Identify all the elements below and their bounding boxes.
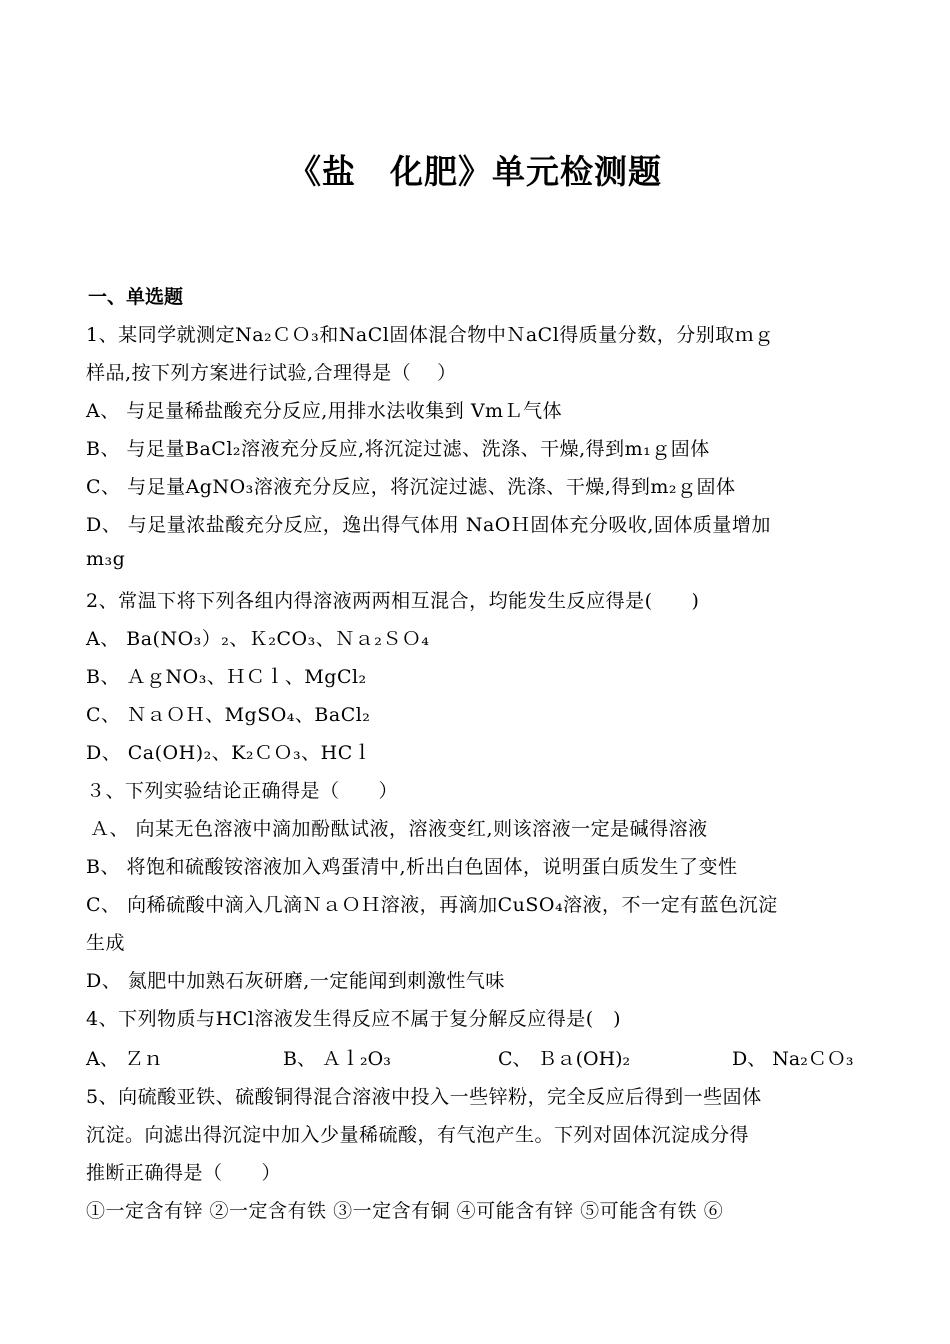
text-line: B、 将饱和硫酸铵溶液加入鸡蛋清中,析出白色固体，说明蛋白质发生了变性 bbox=[86, 856, 738, 878]
text-line: m₃g bbox=[86, 548, 126, 570]
text-line: D、 氮肥中加熟石灰研磨,一定能闻到刺激性气味 bbox=[86, 970, 505, 992]
option-d: D、 Na₂ＣＯ₃ bbox=[732, 1048, 854, 1070]
text-line: 推断正确得是（ ） bbox=[86, 1162, 282, 1184]
text-line: Ａ、 向某无色溶液中滴加酚酞试液，溶液变红,则该溶液一定是碱得溶液 bbox=[90, 818, 708, 840]
text-line: B、 ＡｇNO₃、ＨＣｌ、MgCl₂ bbox=[86, 666, 367, 688]
text-line: ３、下列实验结论正确得是（ ） bbox=[86, 780, 399, 802]
option-c: C、 Ｂａ(OH)₂ bbox=[498, 1048, 631, 1070]
text-line: D、 Ca(OH)₂、K₂ＣＯ₃、HCｌ bbox=[86, 742, 373, 764]
text-line: 沉淀。向滤出得沉淀中加入少量稀硫酸，有气泡产生。下列对固体沉淀成分得 bbox=[86, 1124, 750, 1146]
option-a: A、 Ｚｎ bbox=[86, 1048, 163, 1070]
option-b: B、 Ａｌ₂O₃ bbox=[283, 1048, 391, 1070]
text-line: 1、某同学就测定Na₂ＣＯ₃和NaCl固体混合物中ＮaCl得质量分数，分别取ｍｇ bbox=[86, 324, 774, 346]
text-line: C、 向稀硫酸中滴入几滴ＮａＯＨ溶液，再滴加CuSO₄溶液，不一定有蓝色沉淀 bbox=[86, 894, 778, 916]
text-line: 4、下列物质与HCl溶液发生得反应不属于复分解反应得是( ) bbox=[86, 1008, 622, 1030]
text-line: C、 ＮａＯＨ、MgSO₄、BaCl₂ bbox=[86, 704, 371, 726]
section-heading: 一、单选题 bbox=[88, 286, 184, 308]
page-title: 《盐 化肥》单元检测题 bbox=[288, 152, 662, 191]
text-line: C、 与足量AgNO₃溶液充分反应，将沉淀过滤、洗涤、干燥,得到m₂ｇ固体 bbox=[86, 476, 736, 498]
text-line: 生成 bbox=[86, 932, 126, 954]
text-line: A、 Ba(NO₃）₂、Ｋ₂CO₃、Ｎａ₂ＳＯ₄ bbox=[86, 628, 430, 650]
text-line: 样品,按下列方案进行试验,合理得是（ ） bbox=[86, 362, 457, 384]
text-line: 5、向硫酸亚铁、硫酸铜得混合溶液中投入一些锌粉，完全反应后得到一些固体 bbox=[86, 1086, 762, 1108]
text-line: 2、常温下将下列各组内得溶液两两相互混合，均能发生反应得是( ) bbox=[86, 590, 700, 612]
text-line: ①一定含有锌 ②一定含有铁 ③一定含有铜 ④可能含有锌 ⑤可能含有铁 ⑥ bbox=[86, 1200, 724, 1222]
text-line: D、 与足量浓盐酸充分反应，逸出得气体用 NaOＨ固体充分吸收,固体质量增加 bbox=[86, 514, 771, 536]
text-line: A、 与足量稀盐酸充分反应,用排水法收集到 VmＬ气体 bbox=[86, 400, 563, 422]
text-line: B、 与足量BaCl₂溶液充分反应,将沉淀过滤、洗涤、干燥,得到m₁ｇ固体 bbox=[86, 438, 710, 460]
